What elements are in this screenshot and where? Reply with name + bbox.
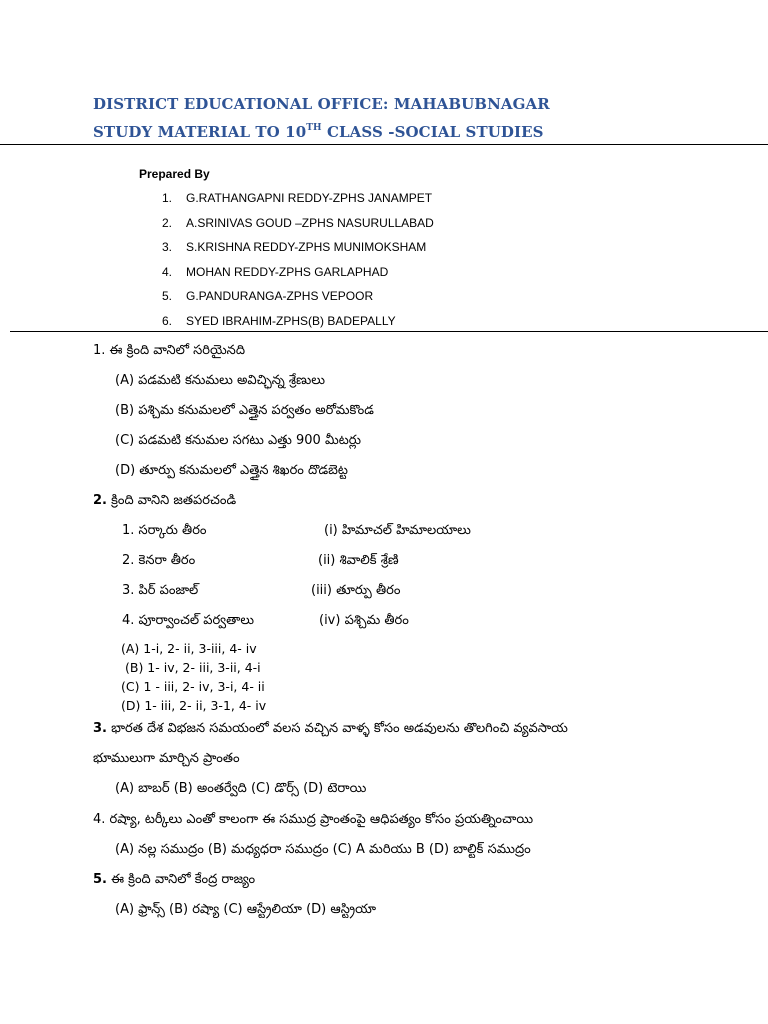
member-item (162, 289, 373, 303)
question-3-text: భారత దేశ విభజన సమయంలో వలస వచ్చిన వాళ్ళ కోసం అడవులను తొలగించి వ్యవసాయ (106, 721, 568, 736)
q2-right-item-2: (ii) శివాలిక్ శ్రేణి (318, 553, 399, 568)
header-title-line2 (93, 123, 544, 141)
member-name: G.PANDURANGA-ZPHS VEPOOR (186, 289, 374, 303)
member-item (162, 314, 396, 328)
header-title-line1: DISTRICT EDUCATIONAL OFFICE: MAHABUBNAGAR (93, 95, 550, 113)
member-number: 6. (162, 314, 173, 328)
member-item (162, 191, 432, 205)
member-number: 1. (162, 191, 173, 205)
q1-option-b: (B) పశ్చిమ కనుమలలో ఎత్తైన పర్వతం అరోమకొండ (115, 403, 374, 418)
q2-option-c: (C) 1 - iii, 2- iv, 3-i, 4- ii (121, 679, 265, 694)
prepared-by-label: Prepared By (139, 167, 210, 181)
q2-right-item-4: (iv) పశ్చిమ తీరం (319, 613, 409, 628)
question-4: 4. రష్యా, టర్కీలు ఎంతో కాలంగా ఈ సముద్ర ప్రాంతంపై ఆధిపత్యం కోసం ప్రయత్నించాయి (93, 812, 534, 827)
q1-option-d: (D) తూర్పు కనుమలలో ఎత్తైన శిఖరం దొడబెట్ట (115, 463, 348, 478)
question-3-line2: భూములుగా మార్చిన ప్రాంతం (93, 751, 240, 766)
header-title-line2-pre: STUDY MATERIAL TO 10 (93, 123, 307, 141)
header-title-line2-sup: TH (306, 123, 322, 133)
member-number: 2. (162, 216, 173, 230)
q2-option-a: (A) 1-i, 2- ii, 3-iii, 4- iv (121, 641, 257, 656)
question-1: 1. ఈ క్రింది వానిలో సరియైనది (93, 343, 245, 358)
member-item (162, 216, 434, 230)
q5-options: (A) ఫ్రాన్స్ (B) రష్యా (C) ఆస్ట్రేలియా (D) ఆస్ట్రియా (115, 902, 377, 917)
question-2 (93, 491, 236, 511)
q2-left-item-2: 2. కెనరా తీరం (122, 553, 196, 568)
q2-right-item-3: (iii) తూర్పు తీరం (311, 583, 401, 598)
q4-options: (A) నల్ల సముద్రం (B) మధ్యధరా సముద్రం (C) A మరియు B (D) బాల్టిక్ సముద్రం (115, 842, 531, 857)
q2-left-item-3: 3. పిర్ పంజాల్ (122, 583, 199, 598)
member-name: MOHAN REDDY-ZPHS GARLAPHAD (186, 265, 389, 279)
header-divider (0, 144, 768, 145)
question-3-number: 3. (93, 721, 107, 736)
q2-option-d: (D) 1- iii, 2- ii, 3-1, 4- iv (121, 698, 267, 713)
question-2-text: క్రింది వానిని జతపరచండి (106, 493, 237, 508)
member-name: S.KRISHNA REDDY-ZPHS MUNIMOKSHAM (186, 240, 427, 254)
member-name: A.SRINIVAS GOUD –ZPHS NASURULLABAD (186, 216, 434, 230)
q1-option-a: (A) పడమటి కనుమలు అవిచ్ఛిన్న శ్రేణులు (115, 373, 326, 388)
member-number: 3. (162, 240, 173, 254)
member-number: 4. (162, 265, 173, 279)
q2-option-b: (B) 1- iv, 2- iii, 3-ii, 4-i (125, 660, 261, 675)
q2-left-item-4: 4. పూర్వాంచల్ పర్వతాలు (122, 613, 255, 628)
member-item (162, 240, 426, 254)
question-5-number: 5. (93, 872, 107, 887)
member-name: G.RATHANGAPNI REDDY-ZPHS JANAMPET (186, 191, 433, 205)
question-3-line1 (93, 719, 568, 739)
prepared-divider (10, 331, 768, 332)
member-item (162, 265, 388, 279)
question-2-number: 2. (93, 493, 107, 508)
member-name: SYED IBRAHIM-ZPHS(B) BADEPALLY (186, 314, 396, 328)
q3-options: (A) బాబర్ (B) అంతర్వేది (C) డొర్స్ (D) టెరాయి (115, 781, 367, 796)
member-number: 5. (162, 289, 173, 303)
question-5-text: ఈ క్రింది వానిలో కేంద్ర రాజ్యం (106, 872, 256, 887)
q2-left-item-1: 1. సర్కారు తీరం (122, 523, 207, 538)
question-5 (93, 870, 255, 890)
q2-right-item-1: (i) హిమాచల్ హిమాలయాలు (324, 523, 471, 538)
header-title-line2-post: CLASS -SOCIAL STUDIES (321, 123, 544, 141)
q1-option-c: (C) పడమటి కనుమల సగటు ఎత్తు 900 మీటర్లు (115, 433, 361, 448)
